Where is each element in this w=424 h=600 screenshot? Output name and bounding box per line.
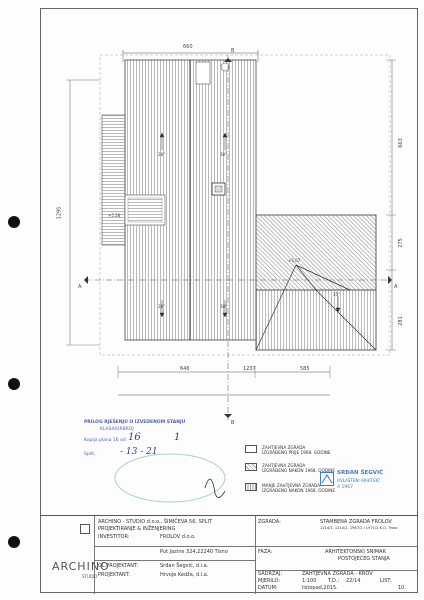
slope-label: 38° — [158, 152, 166, 157]
section-marker-b: B — [231, 420, 235, 426]
sheet-number: 10. — [398, 585, 406, 591]
company-tagline: PROJEKTIRANJE & INŽENJERING — [98, 526, 176, 532]
legend-line: ZAHTJEVNA ZGRADA — [262, 463, 306, 468]
legend-line: ZAHTJEVNA ZGRADA — [262, 445, 306, 450]
slope-label: 38° — [220, 152, 228, 157]
legend-swatch — [245, 463, 257, 471]
dimension-right-top: 663 — [397, 138, 404, 148]
building-name: STAMBENA ZGRADA FROLOV — [320, 519, 392, 525]
designer: Hrvoje Kedža, d.i.a. — [160, 572, 209, 578]
content-label: SADRŽAJ: — [258, 571, 283, 577]
seal-name: SRĐAN ŠEGVIĆ — [337, 470, 384, 476]
stamp-handwritten-date: - 13 - 21 — [120, 447, 158, 457]
stamp-field-label: Kopija plana 16 od — [84, 438, 126, 443]
dimension-bottom-mid: 1237 — [243, 366, 256, 372]
dimension-bottom-left: 646 — [180, 366, 190, 372]
slope-label: 38° — [158, 304, 166, 309]
building-parcels: 1214/1, 1214/2, 1967/2 i 1971/2 K.O. Tisno — [320, 526, 398, 530]
stamp-handwritten-value: 1 — [174, 432, 181, 443]
slope-label: 38° — [220, 304, 228, 309]
company-name: ARCHINO - STUDIO d.o.o., ŠIMIČEVA 56, SPLIT — [98, 519, 213, 525]
dimension-right-bottom: 281 — [397, 316, 404, 326]
date: listopad,2015. — [302, 585, 338, 591]
lead-designer-label: GL.PROJEKTANT: — [98, 563, 139, 569]
title-block — [40, 515, 418, 594]
investor-label: INVESTITOR: — [98, 534, 130, 540]
company-logo: ARCHINO — [52, 560, 110, 573]
legend-item — [262, 445, 331, 455]
legend-swatch — [245, 445, 257, 453]
legend-line: IZGRAĐENO NAKON 1968. GODINE — [262, 468, 335, 473]
phase: ARHITEKTONSKI SNIMAK — [325, 549, 386, 555]
architect-seal — [320, 470, 390, 510]
stamp-heading: PRILOG RJEŠENJU O IZVEDENOM STANJU — [84, 420, 186, 425]
date-label: DATUM: — [258, 585, 278, 591]
legend-line: IZGRAĐENO PRIJE 1968. GODINE — [262, 450, 331, 455]
dimension-right-mid: 275 — [397, 238, 404, 248]
elevation-left: +5.28 — [108, 213, 121, 218]
section-marker-b: B — [231, 48, 235, 54]
lead-designer: Srđan Šegvić, d.i.a. — [160, 563, 209, 569]
section-marker-a: A — [394, 284, 398, 290]
scale-label: MJERILO: — [258, 578, 281, 584]
td-value: 22/14 — [346, 578, 361, 584]
dimension-left: 1295 — [56, 206, 63, 220]
dimension-top: 660 — [183, 44, 193, 50]
stamp-handwritten-value: 16 — [128, 432, 141, 443]
slope-label: 35° — [333, 292, 341, 297]
seal-number: A 1967 — [337, 485, 353, 490]
scale: 1:100 — [302, 578, 317, 584]
designer-label: PROJEKTANT: — [98, 572, 130, 578]
round-stamp — [110, 448, 240, 508]
company-logo-sub: STUDIO — [82, 574, 98, 579]
legend-swatch — [245, 483, 257, 491]
phase-label: FAZA: — [258, 549, 273, 555]
investor-address: Put Jazine 324,22240 Tisno — [160, 549, 228, 555]
seal-role: OVLAŠTENI ARHITEKT — [337, 478, 381, 483]
building-label: ZGRADA: — [258, 519, 281, 525]
stamp-field-label: Split, — [84, 452, 96, 457]
section-marker-a: A — [78, 284, 82, 290]
phase-detail: POSTOJEĆEG STANJA — [338, 556, 390, 562]
stamp-subheading: KLASA/URBROJ — [100, 427, 134, 432]
sheet-label: LIST: — [380, 578, 392, 584]
content: ZAHTJEVNA ZGRADA - KROV — [302, 571, 373, 577]
dimension-bottom-right: 585 — [300, 366, 310, 372]
legend-line: MANJE ZAHTJEVNA ZGRADA — [262, 483, 321, 488]
td-label: T.D.: — [328, 578, 340, 584]
title-block-checkbox-icon — [80, 524, 90, 534]
legend-line: IZGRAĐENO NAKON 1968. GODINE — [262, 488, 335, 493]
investor-name: FROLOV d.o.o. — [160, 534, 196, 540]
elevation-right: +5.07 — [288, 258, 301, 263]
seal-logo-icon — [320, 472, 334, 486]
